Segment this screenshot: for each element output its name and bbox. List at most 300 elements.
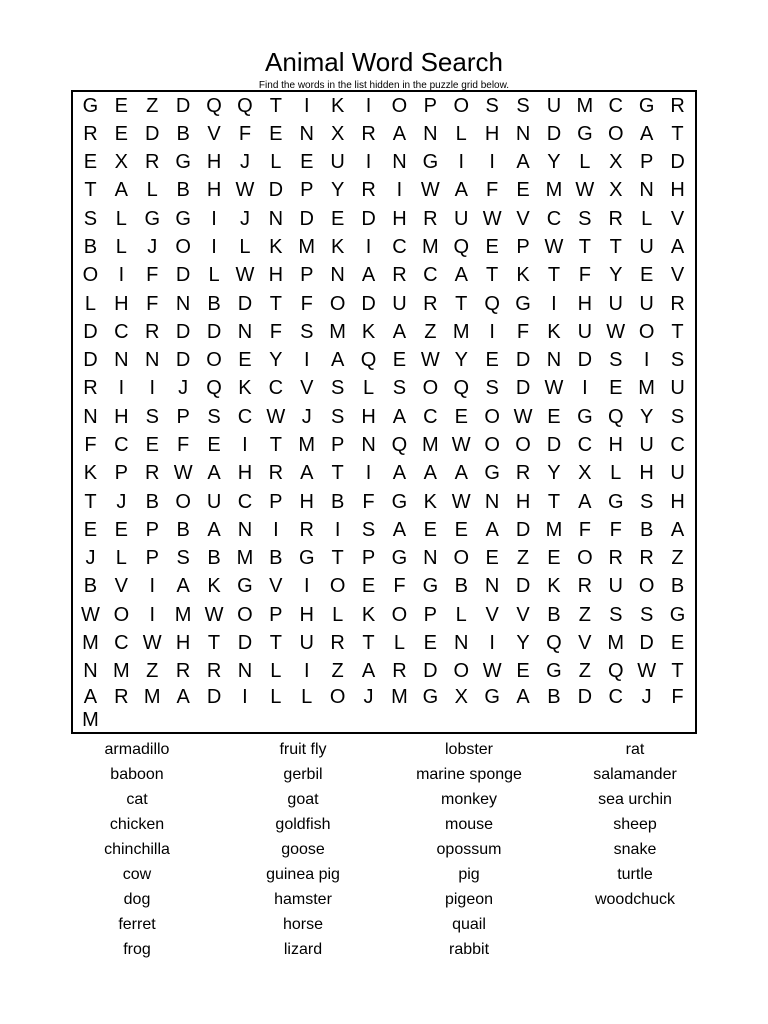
grid-letter[interactable]: K (547, 320, 561, 343)
grid-letter[interactable]: M (391, 686, 408, 708)
grid-letter[interactable]: C (392, 236, 407, 259)
grid-letter[interactable]: I (118, 264, 125, 287)
grid-letter[interactable]: B (547, 686, 561, 708)
grid-letter[interactable]: I (365, 462, 372, 485)
grid-letter[interactable]: U (639, 434, 654, 457)
grid-letter[interactable]: S (670, 405, 685, 428)
grid-letter[interactable]: J (363, 686, 374, 708)
grid-letter[interactable]: E (114, 518, 129, 541)
grid-letter[interactable]: B (269, 547, 283, 570)
grid-letter[interactable]: U (206, 490, 222, 513)
grid-letter[interactable]: I (334, 518, 341, 541)
grid-letter[interactable]: N (454, 632, 469, 655)
grid-letter[interactable]: O (453, 660, 470, 683)
grid-letter[interactable]: W (173, 462, 193, 485)
grid-letter[interactable]: O (113, 603, 130, 626)
grid-letter[interactable]: M (236, 547, 254, 570)
grid-letter[interactable]: E (609, 377, 623, 400)
grid-letter[interactable]: W (482, 207, 502, 230)
grid-letter[interactable]: G (175, 151, 191, 174)
grid-letter[interactable]: U (392, 292, 407, 315)
grid-letter[interactable]: J (239, 207, 250, 230)
grid-letter[interactable]: R (392, 660, 407, 683)
grid-letter[interactable]: E (83, 151, 98, 174)
grid-letter[interactable]: H (639, 462, 654, 485)
grid-letter[interactable]: U (670, 377, 685, 400)
grid-letter[interactable]: S (485, 94, 499, 117)
grid-letter[interactable]: P (300, 179, 314, 202)
grid-letter[interactable]: T (609, 236, 622, 259)
grid-letter[interactable]: V (516, 603, 530, 626)
grid-letter[interactable]: B (454, 575, 468, 598)
grid-letter[interactable]: M (82, 632, 99, 655)
grid-letter[interactable]: R (175, 660, 191, 683)
grid-letter[interactable]: C (114, 320, 129, 343)
grid-letter[interactable]: R (639, 547, 654, 570)
grid-letter[interactable]: M (638, 377, 655, 400)
grid-letter[interactable]: L (455, 603, 467, 626)
grid-letter[interactable]: D (546, 434, 562, 457)
grid-letter[interactable]: S (578, 207, 592, 230)
grid-letter[interactable]: M (607, 632, 625, 655)
grid-letter[interactable]: A (639, 122, 654, 145)
grid-letter[interactable]: P (516, 236, 530, 259)
grid-letter[interactable]: A (392, 405, 407, 428)
grid-letter[interactable]: G (422, 151, 439, 174)
grid-letter[interactable]: J (116, 490, 127, 513)
grid-letter[interactable]: T (671, 320, 684, 343)
grid-letter[interactable]: Y (639, 405, 654, 428)
grid-letter[interactable]: H (299, 490, 314, 513)
grid-letter[interactable]: O (453, 94, 470, 117)
grid-letter[interactable]: Z (516, 547, 530, 570)
grid-letter[interactable]: U (454, 207, 469, 230)
grid-letter[interactable]: Z (578, 603, 591, 626)
grid-letter[interactable]: N (423, 547, 438, 570)
grid-letter[interactable]: D (237, 292, 253, 315)
grid-letter[interactable]: I (365, 236, 372, 259)
grid-letter[interactable]: S (609, 349, 623, 372)
grid-letter[interactable]: B (145, 490, 159, 513)
grid-letter[interactable]: T (547, 490, 561, 513)
grid-letter[interactable]: H (608, 434, 623, 457)
grid-letter[interactable]: W (513, 405, 533, 428)
grid-letter[interactable]: C (237, 490, 253, 513)
grid-letter[interactable]: S (670, 349, 685, 372)
grid-letter[interactable]: H (206, 179, 222, 202)
grid-letter[interactable]: M (545, 179, 563, 202)
grid-letter[interactable]: I (489, 632, 495, 655)
grid-letter[interactable]: I (643, 349, 650, 372)
grid-letter[interactable]: T (331, 462, 344, 485)
grid-letter[interactable]: O (175, 490, 191, 513)
grid-letter[interactable]: P (361, 547, 376, 570)
grid-letter[interactable]: A (330, 349, 345, 372)
grid-letter[interactable]: V (578, 632, 592, 655)
grid-letter[interactable]: N (175, 292, 191, 315)
grid-letter[interactable]: Y (330, 179, 345, 202)
grid-letter[interactable]: A (207, 462, 221, 485)
grid-letter[interactable]: T (269, 94, 282, 117)
grid-letter[interactable]: N (83, 660, 98, 683)
grid-letter[interactable]: G (515, 292, 531, 315)
grid-letter[interactable]: B (207, 292, 221, 315)
grid-letter[interactable]: E (639, 264, 654, 287)
grid-letter[interactable]: R (145, 151, 160, 174)
grid-letter[interactable]: R (423, 207, 438, 230)
grid-letter[interactable]: F (269, 320, 282, 343)
grid-letter[interactable]: S (300, 320, 314, 343)
grid-letter[interactable]: E (361, 575, 376, 598)
grid-letter[interactable]: W (606, 320, 626, 343)
grid-letter[interactable]: D (577, 349, 593, 372)
grid-letter[interactable]: E (670, 632, 685, 655)
grid-letter[interactable]: H (237, 462, 253, 485)
grid-letter[interactable]: K (547, 575, 561, 598)
grid-letter[interactable]: D (83, 349, 98, 372)
grid-letter[interactable]: V (300, 377, 314, 400)
grid-letter[interactable]: A (361, 660, 376, 683)
grid-letter[interactable]: R (145, 320, 160, 343)
grid-letter[interactable]: T (84, 179, 97, 202)
grid-letter[interactable]: D (361, 292, 376, 315)
grid-letter[interactable]: E (516, 179, 530, 202)
grid-letter[interactable]: O (206, 349, 222, 372)
grid-letter[interactable]: P (300, 264, 314, 287)
grid-letter[interactable]: I (118, 377, 125, 400)
grid-letter[interactable]: A (392, 320, 407, 343)
grid-letter[interactable]: K (83, 462, 98, 485)
grid-letter[interactable]: G (82, 94, 99, 117)
grid-letter[interactable]: P (176, 405, 190, 428)
grid-letter[interactable]: A (83, 686, 98, 708)
grid-letter[interactable]: R (515, 462, 531, 485)
grid-letter[interactable]: A (423, 462, 438, 485)
grid-letter[interactable]: V (207, 122, 221, 145)
grid-letter[interactable]: A (670, 236, 685, 259)
grid-letter[interactable]: T (207, 632, 221, 655)
grid-letter[interactable]: I (273, 518, 279, 541)
grid-letter[interactable]: X (609, 179, 623, 202)
grid-letter[interactable]: A (392, 122, 407, 145)
grid-letter[interactable]: F (578, 518, 591, 541)
grid-letter[interactable]: U (639, 292, 654, 315)
grid-letter[interactable]: H (392, 207, 407, 230)
grid-letter[interactable]: K (330, 236, 345, 259)
grid-letter[interactable]: F (671, 686, 684, 708)
grid-letter[interactable]: R (145, 462, 160, 485)
grid-letter[interactable]: A (361, 264, 376, 287)
grid-letter[interactable]: H (670, 490, 685, 513)
grid-letter[interactable]: T (671, 122, 684, 145)
grid-letter[interactable]: N (237, 320, 253, 343)
grid-letter[interactable]: L (270, 660, 282, 683)
grid-letter[interactable]: M (576, 94, 594, 117)
grid-letter[interactable]: I (303, 349, 310, 372)
grid-letter[interactable]: A (670, 518, 685, 541)
grid-letter[interactable]: G (546, 660, 562, 683)
grid-letter[interactable]: H (361, 405, 376, 428)
grid-letter[interactable]: R (392, 264, 407, 287)
grid-letter[interactable]: A (392, 462, 407, 485)
grid-letter[interactable]: T (455, 292, 468, 315)
grid-letter[interactable]: Q (453, 236, 470, 259)
grid-letter[interactable]: P (145, 518, 159, 541)
grid-letter[interactable]: I (149, 603, 156, 626)
grid-letter[interactable]: R (83, 122, 98, 145)
grid-letter[interactable]: L (455, 122, 467, 145)
grid-letter[interactable]: Q (360, 349, 377, 372)
grid-letter[interactable]: E (485, 236, 499, 259)
grid-letter[interactable]: G (422, 575, 439, 598)
grid-letter[interactable]: H (206, 151, 222, 174)
grid-letter[interactable]: B (670, 575, 685, 598)
grid-letter[interactable]: O (391, 94, 408, 117)
grid-letter[interactable]: N (330, 264, 345, 287)
grid-letter[interactable]: D (175, 349, 191, 372)
grid-letter[interactable]: F (300, 292, 313, 315)
grid-letter[interactable]: K (238, 377, 252, 400)
grid-letter[interactable]: J (178, 377, 189, 400)
grid-letter[interactable]: H (175, 632, 191, 655)
grid-letter[interactable]: C (423, 264, 438, 287)
grid-letter[interactable]: O (453, 547, 470, 570)
grid-letter[interactable]: M (422, 434, 439, 457)
grid-letter[interactable]: D (515, 349, 531, 372)
grid-letter[interactable]: V (670, 264, 685, 287)
grid-letter[interactable]: Q (453, 377, 470, 400)
grid-letter[interactable]: V (269, 575, 283, 598)
grid-letter[interactable]: D (299, 207, 314, 230)
grid-letter[interactable]: E (269, 122, 283, 145)
grid-letter[interactable]: I (365, 94, 372, 117)
grid-letter[interactable]: E (392, 349, 407, 372)
grid-letter[interactable]: S (392, 377, 407, 400)
grid-letter[interactable]: I (582, 377, 588, 400)
grid-letter[interactable]: F (238, 122, 252, 145)
grid-letter[interactable]: E (114, 94, 129, 117)
grid-letter[interactable]: K (207, 575, 221, 598)
grid-letter[interactable]: O (515, 434, 531, 457)
grid-letter[interactable]: S (83, 207, 98, 230)
grid-letter[interactable]: M (298, 434, 316, 457)
grid-letter[interactable]: Q (237, 94, 253, 117)
grid-letter[interactable]: W (420, 349, 440, 372)
grid-letter[interactable]: R (608, 547, 623, 570)
grid-letter[interactable]: L (362, 377, 375, 400)
grid-letter[interactable]: M (545, 518, 563, 541)
grid-letter[interactable]: T (547, 264, 561, 287)
grid-letter[interactable]: D (175, 94, 191, 117)
grid-letter[interactable]: G (669, 603, 686, 626)
grid-letter[interactable]: N (114, 349, 129, 372)
grid-letter[interactable]: J (85, 547, 96, 570)
grid-letter[interactable]: E (145, 434, 159, 457)
grid-letter[interactable]: F (146, 264, 159, 287)
grid-letter[interactable]: B (207, 547, 221, 570)
grid-letter[interactable]: D (175, 320, 191, 343)
grid-letter[interactable]: D (639, 632, 654, 655)
grid-letter[interactable]: V (114, 575, 129, 598)
grid-letter[interactable]: Q (484, 292, 500, 315)
grid-letter[interactable]: F (177, 434, 190, 457)
grid-letter[interactable]: W (142, 632, 162, 655)
grid-letter[interactable]: O (422, 377, 439, 400)
grid-letter[interactable]: B (330, 490, 345, 513)
grid-letter[interactable]: A (454, 264, 468, 287)
grid-letter[interactable]: N (484, 490, 500, 513)
grid-letter[interactable]: A (485, 518, 499, 541)
grid-letter[interactable]: R (299, 518, 314, 541)
grid-letter[interactable]: L (610, 462, 622, 485)
grid-letter[interactable]: L (270, 686, 282, 708)
grid-letter[interactable]: N (268, 207, 284, 230)
grid-letter[interactable]: H (484, 122, 500, 145)
grid-letter[interactable]: O (638, 320, 655, 343)
grid-letter[interactable]: N (515, 122, 531, 145)
grid-letter[interactable]: Z (671, 547, 684, 570)
grid-letter[interactable]: I (365, 151, 372, 174)
grid-letter[interactable]: C (114, 632, 129, 655)
grid-letter[interactable]: O (329, 575, 346, 598)
grid-letter[interactable]: E (83, 518, 98, 541)
grid-letter[interactable]: X (330, 122, 345, 145)
grid-letter[interactable]: I (149, 575, 156, 598)
grid-letter[interactable]: N (83, 405, 98, 428)
grid-letter[interactable]: S (207, 405, 221, 428)
grid-letter[interactable]: K (361, 603, 376, 626)
grid-letter[interactable]: F (609, 518, 622, 541)
grid-letter[interactable]: R (423, 292, 438, 315)
grid-letter[interactable]: H (114, 292, 129, 315)
grid-letter[interactable]: M (113, 660, 130, 683)
grid-letter[interactable]: J (239, 151, 250, 174)
grid-letter[interactable]: K (361, 320, 376, 343)
grid-letter[interactable]: U (670, 462, 685, 485)
grid-letter[interactable]: S (361, 518, 376, 541)
grid-letter[interactable]: B (176, 179, 190, 202)
grid-letter[interactable]: C (423, 405, 438, 428)
grid-letter[interactable]: R (577, 575, 593, 598)
grid-letter[interactable]: D (206, 320, 222, 343)
grid-letter[interactable]: T (269, 632, 282, 655)
grid-letter[interactable]: O (484, 434, 500, 457)
grid-letter[interactable]: Q (391, 434, 408, 457)
grid-letter[interactable]: D (83, 320, 98, 343)
grid-letter[interactable]: D (515, 518, 531, 541)
grid-letter[interactable]: F (146, 292, 159, 315)
grid-letter[interactable]: R (361, 179, 376, 202)
grid-letter[interactable]: G (422, 686, 439, 708)
grid-letter[interactable]: Y (609, 264, 623, 287)
grid-letter[interactable]: T (486, 264, 499, 287)
grid-letter[interactable]: G (607, 490, 624, 513)
grid-letter[interactable]: D (237, 632, 253, 655)
grid-letter[interactable]: T (671, 660, 684, 683)
grid-letter[interactable]: S (609, 603, 623, 626)
grid-letter[interactable]: U (608, 292, 623, 315)
grid-letter[interactable]: D (515, 377, 531, 400)
grid-letter[interactable]: W (544, 377, 564, 400)
grid-letter[interactable]: R (670, 292, 685, 315)
grid-letter[interactable]: P (423, 603, 438, 626)
grid-letter[interactable]: O (638, 575, 655, 598)
grid-letter[interactable]: A (176, 575, 190, 598)
grid-letter[interactable]: L (301, 686, 313, 708)
grid-letter[interactable]: I (149, 377, 156, 400)
grid-letter[interactable]: I (211, 207, 217, 230)
grid-letter[interactable]: N (361, 434, 376, 457)
grid-letter[interactable]: Z (578, 660, 591, 683)
grid-letter[interactable]: J (641, 686, 652, 708)
grid-letter[interactable]: L (393, 632, 405, 655)
grid-letter[interactable]: F (393, 575, 406, 598)
grid-letter[interactable]: G (144, 207, 161, 230)
grid-letter[interactable]: S (639, 490, 654, 513)
grid-letter[interactable]: E (330, 207, 345, 230)
grid-letter[interactable]: I (303, 660, 310, 683)
grid-letter[interactable]: O (237, 603, 253, 626)
grid-letter[interactable]: D (206, 686, 222, 708)
grid-letter[interactable]: V (670, 207, 685, 230)
grid-letter[interactable]: A (516, 151, 530, 174)
grid-letter[interactable]: E (516, 660, 530, 683)
grid-letter[interactable]: E (485, 547, 499, 570)
grid-letter[interactable]: F (486, 179, 499, 202)
grid-letter[interactable]: B (639, 518, 654, 541)
grid-letter[interactable]: Z (331, 660, 344, 683)
grid-letter[interactable]: D (515, 575, 531, 598)
grid-letter[interactable]: P (330, 434, 345, 457)
grid-letter[interactable]: P (114, 462, 129, 485)
grid-letter[interactable]: W (637, 660, 657, 683)
grid-letter[interactable]: I (242, 686, 248, 708)
grid-letter[interactable]: E (114, 122, 129, 145)
grid-letter[interactable]: D (268, 179, 284, 202)
grid-letter[interactable]: Q (206, 94, 222, 117)
grid-letter[interactable]: N (639, 179, 654, 202)
grid-letter[interactable]: N (484, 575, 500, 598)
grid-letter[interactable]: B (547, 603, 561, 626)
grid-letter[interactable]: N (423, 122, 438, 145)
grid-letter[interactable]: S (176, 547, 190, 570)
grid-letter[interactable]: L (332, 603, 344, 626)
grid-letter[interactable]: S (516, 94, 530, 117)
grid-letter[interactable]: W (235, 264, 255, 287)
grid-letter[interactable]: K (330, 94, 345, 117)
grid-letter[interactable]: R (361, 122, 376, 145)
grid-letter[interactable]: K (423, 490, 438, 513)
grid-letter[interactable]: L (84, 292, 96, 315)
grid-letter[interactable]: V (485, 603, 499, 626)
grid-letter[interactable]: H (515, 490, 531, 513)
grid-letter[interactable]: W (420, 179, 440, 202)
grid-letter[interactable]: W (266, 405, 286, 428)
grid-letter[interactable]: T (269, 292, 282, 315)
grid-letter[interactable]: O (391, 603, 408, 626)
grid-letter[interactable]: U (330, 151, 345, 174)
grid-letter[interactable]: N (145, 349, 160, 372)
grid-letter[interactable]: R (608, 207, 623, 230)
grid-letter[interactable]: M (174, 603, 192, 626)
grid-letter[interactable]: M (452, 320, 470, 343)
grid-letter[interactable]: I (242, 434, 248, 457)
grid-letter[interactable]: B (176, 518, 190, 541)
grid-letter[interactable]: D (423, 660, 438, 683)
grid-letter[interactable]: C (577, 434, 593, 457)
grid-letter[interactable]: D (670, 151, 685, 174)
grid-letter[interactable]: O (175, 236, 191, 259)
